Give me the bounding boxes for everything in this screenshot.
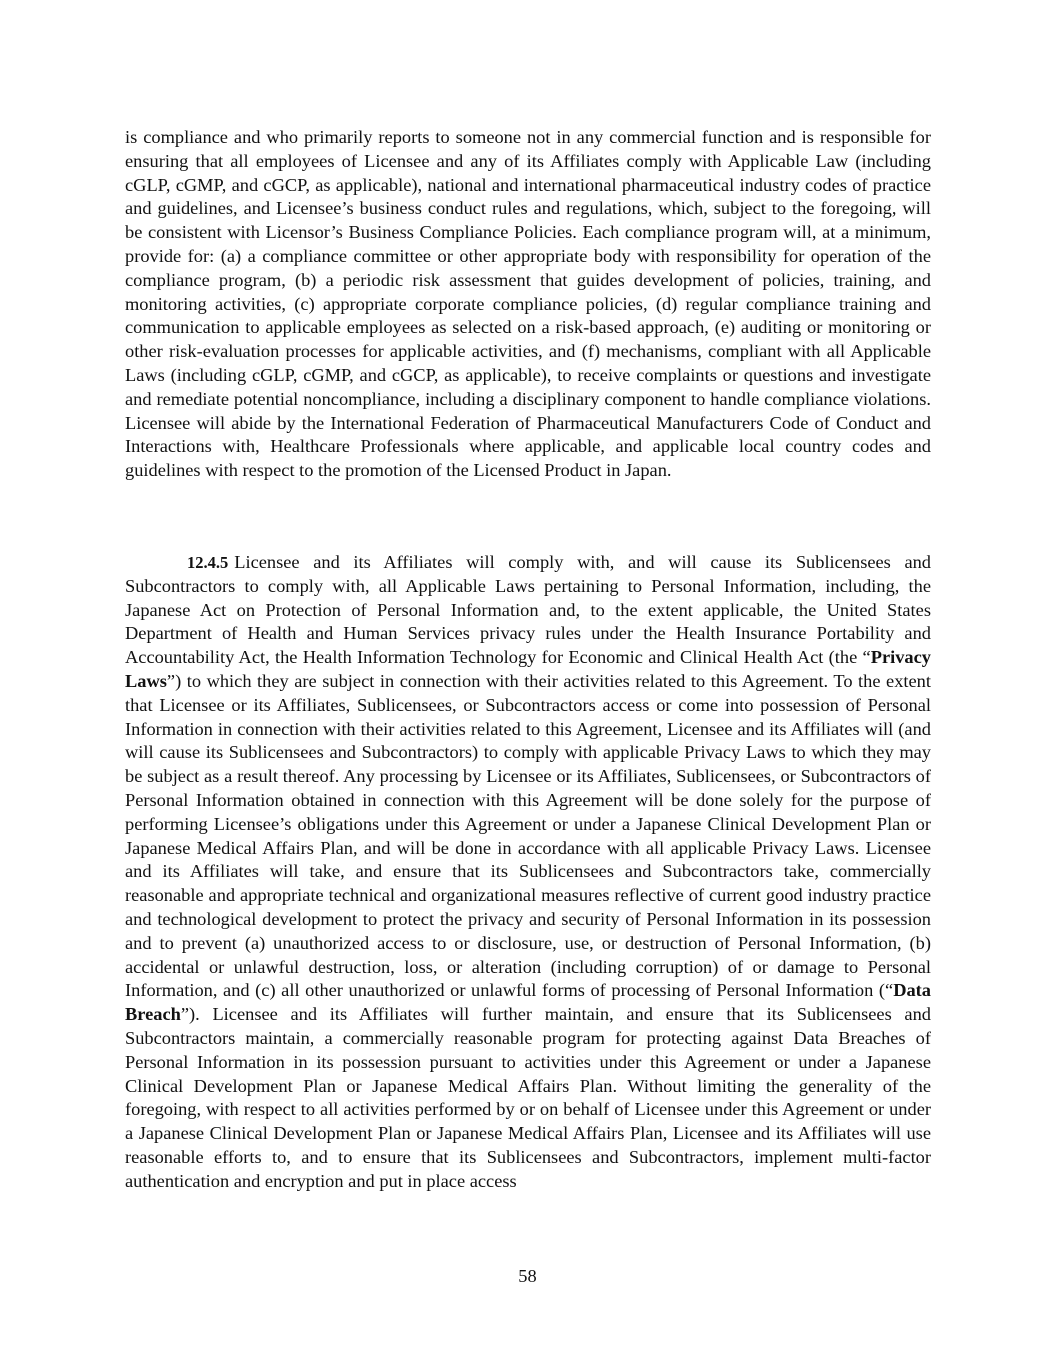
- section-text-part-3: ”). Licensee and its Affiliates will further maintain, and ensure that its Sublicensees and Subcontractors maintain, a commercially reasonable program for protecting against Data Breaches of Personal Information in its possession pursuant to activities under this Agreement or under a Japanese Clinical Development Plan or Japanese Medical Affairs Plan. Without limiting the generality of the foregoing, with respect to all activities performed by or on behalf of Licensee under this Agreement or under a Japanese Clinical Development Plan or Japanese Medical Affairs Plan, Licensee and its Affiliates will use reasonable efforts to, and to ensure that its Sublicensees and Subcontractors, implement multi-factor authentication and encryption and put in place access: [125, 1004, 931, 1191]
- section-text-part-1: Licensee and its Affiliates will comply with, and will cause its Sublicensees and Subcontractors to comply with, all Applicable Laws pertaining to Personal Information, including, the Japanese Act on Protection of Personal Information and, to the extent applicable, the United States Department of Health and Human Services privacy rules under the Health Insurance Portability and Accountability Act, the Health Information Technology for Economic and Clinical Health Act (the “: [125, 552, 931, 668]
- section-text-part-2: ”) to which they are subject in connection with their activities related to this Agreement. To the extent that Licensee or its Affiliates, Sublicensees, or Subcontractors access or come into possession of Personal Information in connection with their activities related to this Agreement, Licensee and its Affiliates will (and will cause its Sublicensees and Subcontractors) to comply with applicable Privacy Laws to which they may be subject as a result thereof. Any processing by Licensee or its Affiliates, Sublicensees, or Subcontractors of Personal Information obtained in connection with this Agreement will be done solely for the purpose of performing Licensee’s obligations under this Agreement or under a Japanese Clinical Development Plan or Japanese Medical Affairs Plan, and will be done in accordance with all applicable Privacy Laws. Licensee and its Affiliates will take, and ensure that its Sublicensees and Subcontractors take, commercially reasonable and appropriate technical and organizational measures reflective of current good industry practice and technological development to protect the privacy and security of Personal Information in its possession and to prevent (a) unauthorized access to or disclosure, use, or destruction of Personal Information, (b) accidental or unlawful destruction, loss, or alteration (including corruption) of or damage to Personal Information, and (c) all other unauthorized or unlawful forms of processing of Personal Information (“: [125, 670, 931, 1001]
- defined-term-privacy-laws: Privacy Laws: [125, 647, 931, 691]
- paragraph-compliance-program: is compliance and who primarily reports to someone not in any commercial function and is responsible for ensuring that all employees of Licensee and any of its Affiliates comply with Applicable Law (including cGLP, cGMP, and cGCP, as applicable), national and international pharmaceutical industry codes of practice and guidelines, and Licensee’s business conduct rules and regulations, which, subject to the foregoing, will be consistent with Licensor’s Business Compliance Policies. Each compliance program will, at a minimum, provide for: (a) a compliance committee or other appropriate body with responsibility for operation of the compliance program, (b) a periodic risk assessment that guides development of policies, training, and monitoring activities, (c) appropriate corporate compliance policies, (d) regular compliance training and communication to applicable employees as selected on a risk-based approach, (e) auditing or monitoring or other risk-evaluation processes for applicable activities, and (f) mechanisms, compliant with all Applicable Laws (including cGLP, cGMP, and cGCP, as applicable), to receive complaints or questions and investigate and remediate potential noncompliance, including a disciplinary component to handle compliance violations. Licensee will abide by the International Federation of Pharmaceutical Manufacturers Code of Conduct and Interactions with, Healthcare Professionals where applicable, and applicable local country codes and guidelines with respect to the promotion of the Licensed Product in Japan.: [125, 127, 931, 481]
- paragraph-section-12-4-5: [125, 551, 931, 1194]
- section-number: 12.4.5: [187, 553, 229, 572]
- defined-term-data-breach: Data Breach: [125, 980, 931, 1025]
- page-number: 58: [518, 1266, 537, 1286]
